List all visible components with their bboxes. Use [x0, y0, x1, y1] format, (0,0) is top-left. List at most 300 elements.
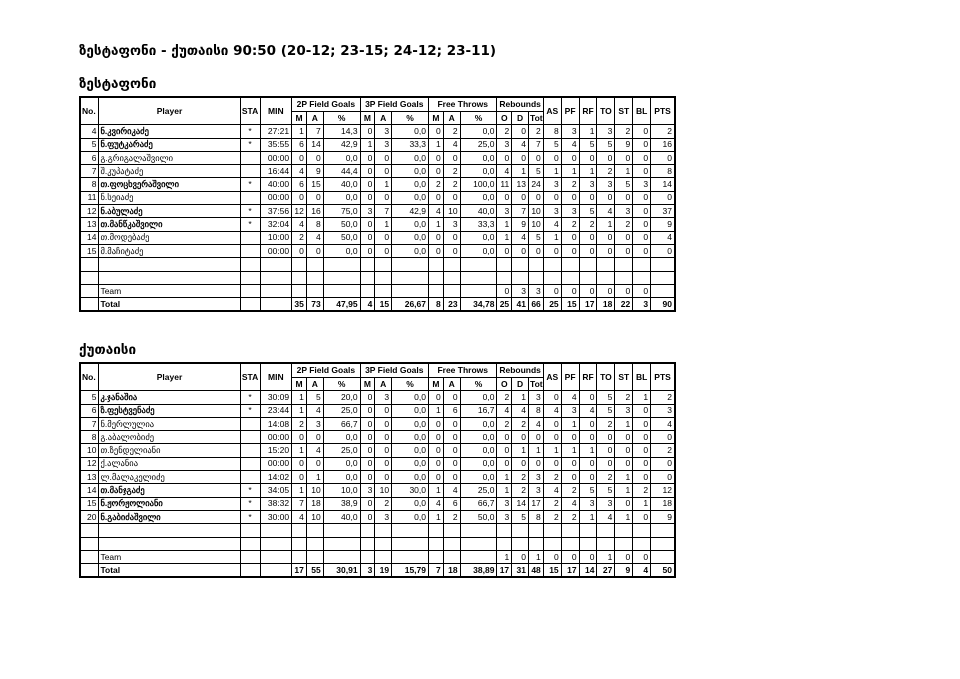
stat-bl: 0: [633, 165, 651, 178]
player-number: 14: [80, 231, 99, 244]
subcol-a: A: [443, 378, 460, 391]
stat-rt: 3: [529, 484, 544, 497]
stat-fg2a: 1: [306, 471, 323, 484]
col-rf: RF: [579, 363, 597, 391]
empty-cell: [323, 524, 360, 537]
team-stat-bl: 0: [633, 550, 651, 563]
stat-ftp: 0,0: [460, 244, 497, 257]
stat-ro: 3: [497, 205, 512, 218]
player-row: [80, 178, 675, 191]
empty-cell: [597, 258, 615, 271]
stat-st: 0: [615, 231, 633, 244]
stat-rt: 8: [529, 404, 544, 417]
stat-fg2a: 8: [306, 218, 323, 231]
empty-cell: [615, 271, 633, 284]
stat-ftp: 0,0: [460, 165, 497, 178]
stat-fg3p: 0,0: [392, 231, 429, 244]
stat-fg2p: 0,0: [323, 431, 360, 444]
stat-fg3a: 1: [375, 218, 392, 231]
team-title-away: ქუთაისი: [79, 342, 137, 358]
team-stat-rd: 0: [512, 550, 529, 563]
player-row: [80, 244, 675, 257]
stat-rf: 0: [579, 191, 597, 204]
total-stat-to: 18: [597, 298, 615, 312]
stat-bl: 0: [633, 138, 651, 151]
stat-fta: 0: [443, 231, 460, 244]
stat-pts: 0: [651, 457, 675, 470]
total-stat-bl: 3: [633, 298, 651, 312]
stat-fta: 0: [443, 457, 460, 470]
subcol-percent: %: [323, 378, 360, 391]
stat-fg3p: 0,0: [392, 391, 429, 404]
empty-cell: [375, 258, 392, 271]
player-name: თ.ზენდელიანი: [99, 444, 240, 457]
stat-rf: 2: [579, 218, 597, 231]
stat-rf: 1: [579, 444, 597, 457]
empty-cell: [80, 524, 99, 537]
stat-ro: 1: [497, 231, 512, 244]
stat-fg3m: 0: [360, 151, 375, 164]
stat-bl: 0: [633, 231, 651, 244]
stat-fg2m: 7: [292, 497, 307, 510]
stat-fg2p: 44,4: [323, 165, 360, 178]
player-starter: *: [240, 138, 260, 151]
stat-rf: 0: [579, 471, 597, 484]
team-stat-to: 1: [597, 550, 615, 563]
player-row: [80, 205, 675, 218]
player-number: 7: [80, 417, 99, 430]
empty-cell: [429, 258, 444, 271]
stat-ro: 1: [497, 484, 512, 497]
empty-cell: [561, 258, 579, 271]
total-stat-fg3p: 26,67: [392, 298, 429, 312]
empty-cell: [529, 258, 544, 271]
stat-rd: 0: [512, 125, 529, 138]
empty-row: [80, 537, 675, 550]
stat-fg3a: 0: [375, 457, 392, 470]
empty-cell: [306, 271, 323, 284]
stat-st: 2: [615, 218, 633, 231]
stat-pts: 4: [651, 231, 675, 244]
stat-st: 0: [615, 244, 633, 257]
empty-cell: [633, 537, 651, 550]
stat-as: 4: [543, 218, 561, 231]
empty-cell: [240, 298, 260, 312]
total-stat-pts: 50: [651, 564, 675, 578]
empty-cell: [651, 258, 675, 271]
empty-cell: [292, 271, 307, 284]
col-bl: BL: [633, 97, 651, 125]
empty-cell: [443, 258, 460, 271]
empty-cell: [80, 550, 99, 563]
empty-cell: [306, 524, 323, 537]
empty-cell: [375, 524, 392, 537]
stat-bl: 0: [633, 244, 651, 257]
stat-as: 1: [543, 444, 561, 457]
player-minutes: 10:00: [260, 231, 292, 244]
empty-cell: [240, 537, 260, 550]
empty-cell: [360, 537, 375, 550]
empty-cell: [512, 524, 529, 537]
empty-cell: [543, 258, 561, 271]
stat-fg3m: 0: [360, 497, 375, 510]
stat-fg2p: 75,0: [323, 205, 360, 218]
stat-rt: 5: [529, 231, 544, 244]
empty-cell: [429, 271, 444, 284]
subcol-a: A: [443, 112, 460, 125]
empty-cell: [323, 258, 360, 271]
col-player: Player: [99, 97, 240, 125]
player-starter: [240, 471, 260, 484]
stat-ro: 0: [497, 457, 512, 470]
empty-cell: [240, 524, 260, 537]
stat-rf: 0: [579, 151, 597, 164]
stat-rt: 0: [529, 244, 544, 257]
stat-fg3m: 3: [360, 484, 375, 497]
player-minutes: 00:00: [260, 457, 292, 470]
team-label: Team: [99, 550, 240, 563]
col-pf: PF: [561, 363, 579, 391]
stat-fg3m: 0: [360, 404, 375, 417]
col-2p-field-goals: 2P Field Goals: [292, 97, 360, 112]
stat-as: 0: [543, 391, 561, 404]
player-starter: [240, 244, 260, 257]
stat-fg3a: 0: [375, 417, 392, 430]
stat-fg3a: 3: [375, 510, 392, 523]
stat-rd: 0: [512, 151, 529, 164]
stat-pf: 0: [561, 191, 579, 204]
stat-fg2m: 1: [292, 391, 307, 404]
subcol-a: A: [306, 112, 323, 125]
stat-rt: 0: [529, 457, 544, 470]
empty-cell: [260, 537, 292, 550]
team-title-home: ზესტაფონი: [79, 76, 157, 92]
empty-cell: [460, 284, 497, 297]
stat-fg2a: 0: [306, 457, 323, 470]
stat-fg3m: 1: [360, 138, 375, 151]
stat-rt: 10: [529, 218, 544, 231]
total-stat-fta: 18: [443, 564, 460, 578]
empty-cell: [260, 550, 292, 563]
stat-fg2m: 1: [292, 484, 307, 497]
total-stat-st: 9: [615, 564, 633, 578]
stat-as: 2: [543, 510, 561, 523]
stat-ftm: 2: [429, 178, 444, 191]
total-stat-fg2m: 17: [292, 564, 307, 578]
empty-cell: [260, 284, 292, 297]
stat-ftm: 1: [429, 218, 444, 231]
player-row: [80, 484, 675, 497]
player-row: [80, 151, 675, 164]
stat-fta: 0: [443, 191, 460, 204]
stat-fg2p: 0,0: [323, 151, 360, 164]
empty-cell: [561, 271, 579, 284]
empty-cell: [392, 550, 429, 563]
stat-fg3a: 7: [375, 205, 392, 218]
stat-rf: 3: [579, 178, 597, 191]
player-minutes: 15:20: [260, 444, 292, 457]
stat-rd: 0: [512, 244, 529, 257]
empty-cell: [633, 271, 651, 284]
stat-fg2p: 25,0: [323, 404, 360, 417]
stat-fg3p: 0,0: [392, 151, 429, 164]
player-minutes: 32:04: [260, 218, 292, 231]
player-number: 20: [80, 510, 99, 523]
stat-bl: 0: [633, 444, 651, 457]
empty-cell: [323, 537, 360, 550]
stat-ro: 4: [497, 165, 512, 178]
stat-pts: 16: [651, 138, 675, 151]
empty-cell: [429, 550, 444, 563]
stat-fg2p: 0,0: [323, 471, 360, 484]
empty-cell: [80, 284, 99, 297]
stat-to: 3: [597, 497, 615, 510]
stat-fta: 0: [443, 444, 460, 457]
stat-rd: 2: [512, 484, 529, 497]
stat-st: 2: [615, 125, 633, 138]
stat-fg3p: 33,3: [392, 138, 429, 151]
stat-rd: 4: [512, 138, 529, 151]
stat-fg2p: 38,9: [323, 497, 360, 510]
player-row: [80, 457, 675, 470]
stat-pts: 2: [651, 391, 675, 404]
stat-fg3m: 0: [360, 391, 375, 404]
stat-pts: 9: [651, 218, 675, 231]
team-stat-rf: 0: [579, 284, 597, 297]
stat-rf: 0: [579, 391, 597, 404]
empty-cell: [543, 537, 561, 550]
stat-ftm: 1: [429, 484, 444, 497]
stat-rf: 4: [579, 404, 597, 417]
player-row: [80, 471, 675, 484]
empty-cell: [429, 537, 444, 550]
player-row: [80, 510, 675, 523]
player-minutes: 27:21: [260, 125, 292, 138]
stat-pts: 12: [651, 484, 675, 497]
player-number: 6: [80, 151, 99, 164]
empty-cell: [443, 550, 460, 563]
player-row: [80, 431, 675, 444]
stat-fg2a: 4: [306, 231, 323, 244]
empty-cell: [260, 271, 292, 284]
stat-fg3m: 0: [360, 218, 375, 231]
stat-fg2m: 1: [292, 404, 307, 417]
stat-ftp: 25,0: [460, 484, 497, 497]
player-starter: *: [240, 484, 260, 497]
total-stat-fg3m: 4: [360, 298, 375, 312]
stat-fg3m: 0: [360, 431, 375, 444]
total-stat-fg2p: 30,91: [323, 564, 360, 578]
stat-to: 5: [597, 404, 615, 417]
stat-fg2p: 42,9: [323, 138, 360, 151]
stat-pts: 18: [651, 497, 675, 510]
stat-ftp: 66,7: [460, 497, 497, 510]
player-minutes: 14:02: [260, 471, 292, 484]
stat-to: 4: [597, 205, 615, 218]
stat-as: 1: [543, 165, 561, 178]
stat-ftm: 0: [429, 457, 444, 470]
col-pts: PTS: [651, 363, 675, 391]
stat-fg2m: 0: [292, 471, 307, 484]
empty-cell: [497, 537, 512, 550]
subcol-percent: %: [460, 378, 497, 391]
team-stat-rt: 1: [529, 550, 544, 563]
total-stat-fg2m: 35: [292, 298, 307, 312]
stat-fg3m: 0: [360, 191, 375, 204]
team-stat-ro: 0: [497, 284, 512, 297]
stat-fg2m: 4: [292, 165, 307, 178]
team-stat-rf: 0: [579, 550, 597, 563]
stat-as: 0: [543, 431, 561, 444]
stat-ro: 0: [497, 431, 512, 444]
stat-rf: 5: [579, 138, 597, 151]
total-stat-ftp: 34,78: [460, 298, 497, 312]
stat-pts: 2: [651, 444, 675, 457]
stat-pts: 14: [651, 178, 675, 191]
stat-to: 5: [597, 391, 615, 404]
player-starter: [240, 417, 260, 430]
empty-cell: [460, 258, 497, 271]
player-name: ლ.მალაკელიძე: [99, 471, 240, 484]
subcol-percent: %: [392, 112, 429, 125]
stat-fg3m: 0: [360, 244, 375, 257]
stat-pf: 2: [561, 178, 579, 191]
stat-fg2m: 1: [292, 125, 307, 138]
empty-cell: [80, 258, 99, 271]
player-starter: [240, 444, 260, 457]
away-stats-table: [79, 362, 676, 578]
stat-as: 0: [543, 244, 561, 257]
col-no: No.: [80, 363, 99, 391]
subcol-percent: %: [460, 112, 497, 125]
stat-pf: 4: [561, 497, 579, 510]
stat-ftp: 0,0: [460, 125, 497, 138]
total-stat-fg3a: 15: [375, 298, 392, 312]
stat-rd: 4: [512, 231, 529, 244]
empty-cell: [651, 524, 675, 537]
stat-rt: 10: [529, 205, 544, 218]
game-title: ზესტაფონი - ქუთაისი 90:50 (20-12; 23-15; 24-12; 23-11): [79, 43, 497, 59]
stat-fta: 3: [443, 218, 460, 231]
stat-pf: 0: [561, 457, 579, 470]
stat-fg2a: 10: [306, 484, 323, 497]
stat-ftm: 1: [429, 404, 444, 417]
total-stat-rt: 66: [529, 298, 544, 312]
total-stat-fg3a: 19: [375, 564, 392, 578]
stat-st: 0: [615, 497, 633, 510]
stat-ftm: 0: [429, 417, 444, 430]
empty-cell: [460, 524, 497, 537]
stat-bl: 0: [633, 125, 651, 138]
stat-st: 2: [615, 391, 633, 404]
stat-as: 0: [543, 191, 561, 204]
stat-fg2m: 0: [292, 151, 307, 164]
stat-bl: 0: [633, 510, 651, 523]
empty-cell: [260, 564, 292, 578]
player-name: გ.აბალობიძე: [99, 431, 240, 444]
player-starter: *: [240, 125, 260, 138]
subcol-m: M: [429, 112, 444, 125]
total-stat-ftp: 38,89: [460, 564, 497, 578]
stat-fg2m: 6: [292, 138, 307, 151]
player-starter: [240, 457, 260, 470]
stat-st: 5: [615, 178, 633, 191]
stat-pf: 2: [561, 484, 579, 497]
stat-fg2p: 0,0: [323, 191, 360, 204]
empty-cell: [512, 537, 529, 550]
col-st: ST: [615, 97, 633, 125]
total-label: Total: [99, 298, 240, 312]
col-rebounds: Rebounds: [497, 363, 543, 378]
player-minutes: 38:32: [260, 497, 292, 510]
stat-rt: 4: [529, 417, 544, 430]
player-row: [80, 444, 675, 457]
stat-to: 2: [597, 417, 615, 430]
stat-ftp: 100,0: [460, 178, 497, 191]
empty-cell: [579, 258, 597, 271]
empty-cell: [529, 271, 544, 284]
empty-cell: [240, 550, 260, 563]
stat-rf: 0: [579, 457, 597, 470]
player-row: [80, 165, 675, 178]
stat-rt: 24: [529, 178, 544, 191]
stat-fg2m: 0: [292, 191, 307, 204]
empty-cell: [529, 524, 544, 537]
empty-cell: [292, 258, 307, 271]
stat-fg3a: 3: [375, 391, 392, 404]
stat-fg2p: 50,0: [323, 231, 360, 244]
stat-fg3m: 0: [360, 417, 375, 430]
stat-rd: 4: [512, 404, 529, 417]
empty-cell: [392, 284, 429, 297]
empty-cell: [497, 524, 512, 537]
stat-fg3p: 0,0: [392, 431, 429, 444]
player-name: თ.ფოცხვერაშვილი: [99, 178, 240, 191]
total-stat-fg3p: 15,79: [392, 564, 429, 578]
stat-rf: 1: [579, 165, 597, 178]
subcol-m: M: [292, 378, 307, 391]
stat-rt: 2: [529, 125, 544, 138]
stat-rt: 7: [529, 138, 544, 151]
player-number: 8: [80, 431, 99, 444]
empty-cell: [597, 524, 615, 537]
player-number: 5: [80, 138, 99, 151]
stat-pts: 0: [651, 244, 675, 257]
total-stat-fg3m: 3: [360, 564, 375, 578]
stat-rd: 5: [512, 510, 529, 523]
player-name: ნ.ჟორჟოლიანი: [99, 497, 240, 510]
stat-ftp: 25,0: [460, 138, 497, 151]
stat-fg3p: 0,0: [392, 191, 429, 204]
stat-fg2p: 40,0: [323, 178, 360, 191]
stat-rd: 1: [512, 391, 529, 404]
stat-as: 0: [543, 457, 561, 470]
stat-fg3a: 3: [375, 138, 392, 151]
stat-to: 5: [597, 484, 615, 497]
player-number: 5: [80, 391, 99, 404]
empty-cell: [443, 284, 460, 297]
stat-ftp: 0,0: [460, 151, 497, 164]
stat-ftm: 0: [429, 151, 444, 164]
subcol-tot: Tot: [529, 112, 544, 125]
stat-fta: 0: [443, 471, 460, 484]
player-starter: [240, 165, 260, 178]
stat-rt: 1: [529, 444, 544, 457]
stat-bl: 0: [633, 218, 651, 231]
stat-fg2a: 0: [306, 191, 323, 204]
col-3p-field-goals: 3P Field Goals: [360, 97, 428, 112]
empty-cell: [651, 284, 675, 297]
